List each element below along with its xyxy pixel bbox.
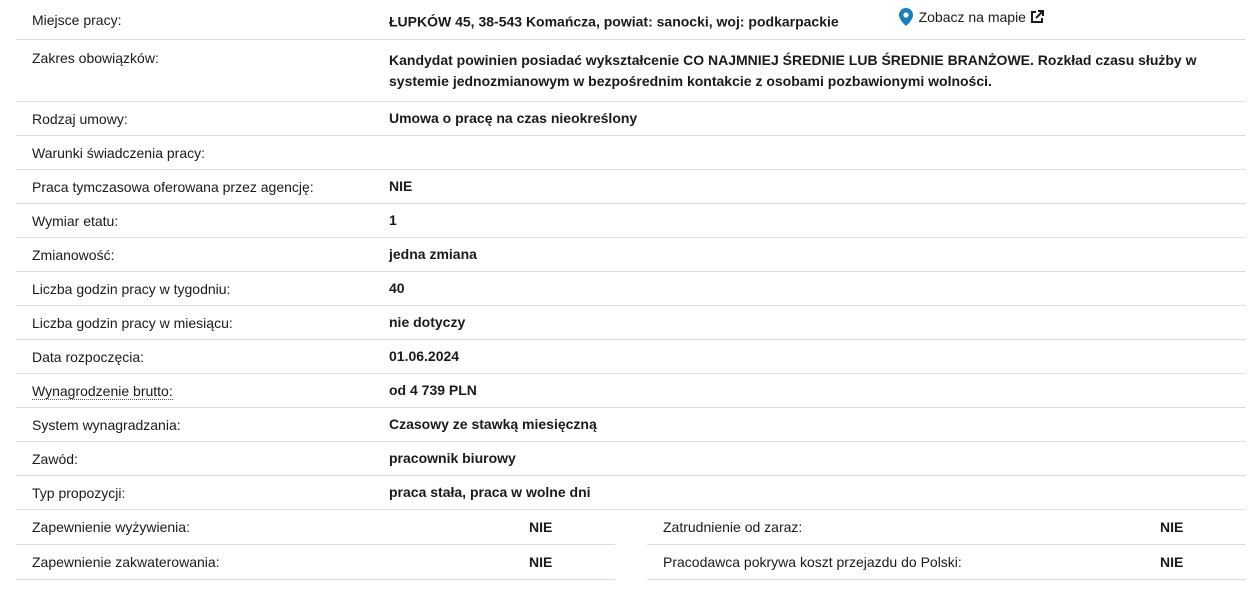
row-fte (16, 204, 1246, 238)
row-occupation (16, 442, 1246, 476)
row-value: praca stała, praca w wolne dni (389, 484, 591, 500)
row-value: NIE (529, 554, 553, 570)
benefits-left-column (16, 510, 615, 580)
gross-salary-tooltip-trigger[interactable]: Wynagrodzenie brutto: (32, 382, 173, 399)
row-label: System wynagradzania: (32, 416, 181, 433)
row-value: nie dotyczy (389, 314, 466, 330)
view-on-map-link[interactable] (899, 7, 1044, 28)
benefits-right-column (647, 510, 1246, 580)
row-value: 1 (389, 212, 397, 228)
row-accommodation (16, 545, 615, 580)
row-value: Kandydat powinien posiadać wykształcenie CO NAJMNIEJ ŚREDNIE LUB ŚREDNIE BRANŻOWE. Rozkład czasu służby w systemie jednozmianowym w bezpośrednim kontakcie z osobami pozbawionymi wolności. (389, 52, 1197, 89)
row-value: Czasowy ze stawką miesięczną (389, 416, 597, 432)
row-contract-type (16, 102, 1246, 136)
row-immediate-employment (647, 510, 1246, 545)
row-value (389, 7, 1246, 33)
job-details-table (16, 0, 1246, 580)
row-label: Warunki świadczenia pracy: (32, 144, 205, 161)
row-label: Liczba godzin pracy w tygodniu: (32, 280, 231, 297)
row-workplace (16, 0, 1246, 40)
row-label: Miejsce pracy: (32, 11, 122, 28)
row-label: Wymiar etatu: (32, 212, 119, 229)
row-label: Praca tymczasowa oferowana przez agencję: (32, 178, 314, 195)
row-label: Zatrudnienie od zaraz: (663, 519, 803, 535)
row-shifts (16, 238, 1246, 272)
benefits-grid (16, 510, 1246, 580)
row-label: Zmianowość: (32, 246, 115, 263)
external-link-icon (1030, 10, 1044, 24)
row-pay-system (16, 408, 1246, 442)
row-value: pracownik biurowy (389, 450, 516, 466)
row-value: jedna zmiana (389, 246, 477, 262)
row-label: Zapewnienie wyżywienia: (32, 519, 190, 535)
row-value: NIE (1160, 554, 1184, 570)
view-on-map-label[interactable]: Zobacz na mapie (918, 8, 1026, 25)
row-gross-salary (16, 374, 1246, 408)
row-duties (16, 40, 1246, 102)
row-label: Liczba godzin pracy w miesiącu: (32, 314, 233, 331)
row-label: Typ propozycji: (32, 484, 126, 501)
row-value: Umowa o pracę na czas nieokreślony (389, 110, 638, 126)
row-value: 40 (389, 280, 405, 296)
row-hours-month (16, 306, 1246, 340)
row-value: NIE (529, 519, 553, 535)
workplace-address: ŁUPKÓW 45, 38-543 Komańcza, powiat: sanocki, woj: podkarpackie (389, 13, 839, 30)
row-label (16, 383, 389, 399)
row-temp-agency (16, 170, 1246, 204)
row-travel-cost (647, 545, 1246, 580)
row-start-date (16, 340, 1246, 374)
row-hours-week (16, 272, 1246, 306)
map-pin-icon (899, 8, 913, 26)
row-label: Zapewnienie zakwaterowania: (32, 554, 220, 570)
row-label: Data rozpoczęcia: (32, 348, 145, 365)
row-work-conditions (16, 136, 1246, 170)
row-value: od 4 739 PLN (389, 382, 477, 398)
row-label: Pracodawca pokrywa koszt przejazdu do Polski: (663, 554, 962, 570)
row-value: 01.06.2024 (389, 348, 460, 364)
row-label: Zakres obowiązków: (32, 50, 159, 66)
row-value: NIE (389, 178, 413, 194)
row-value: NIE (1160, 519, 1184, 535)
row-label: Zawód: (32, 450, 78, 467)
row-label: Rodzaj umowy: (32, 110, 128, 127)
row-offer-type (16, 476, 1246, 510)
row-meals (16, 510, 615, 545)
